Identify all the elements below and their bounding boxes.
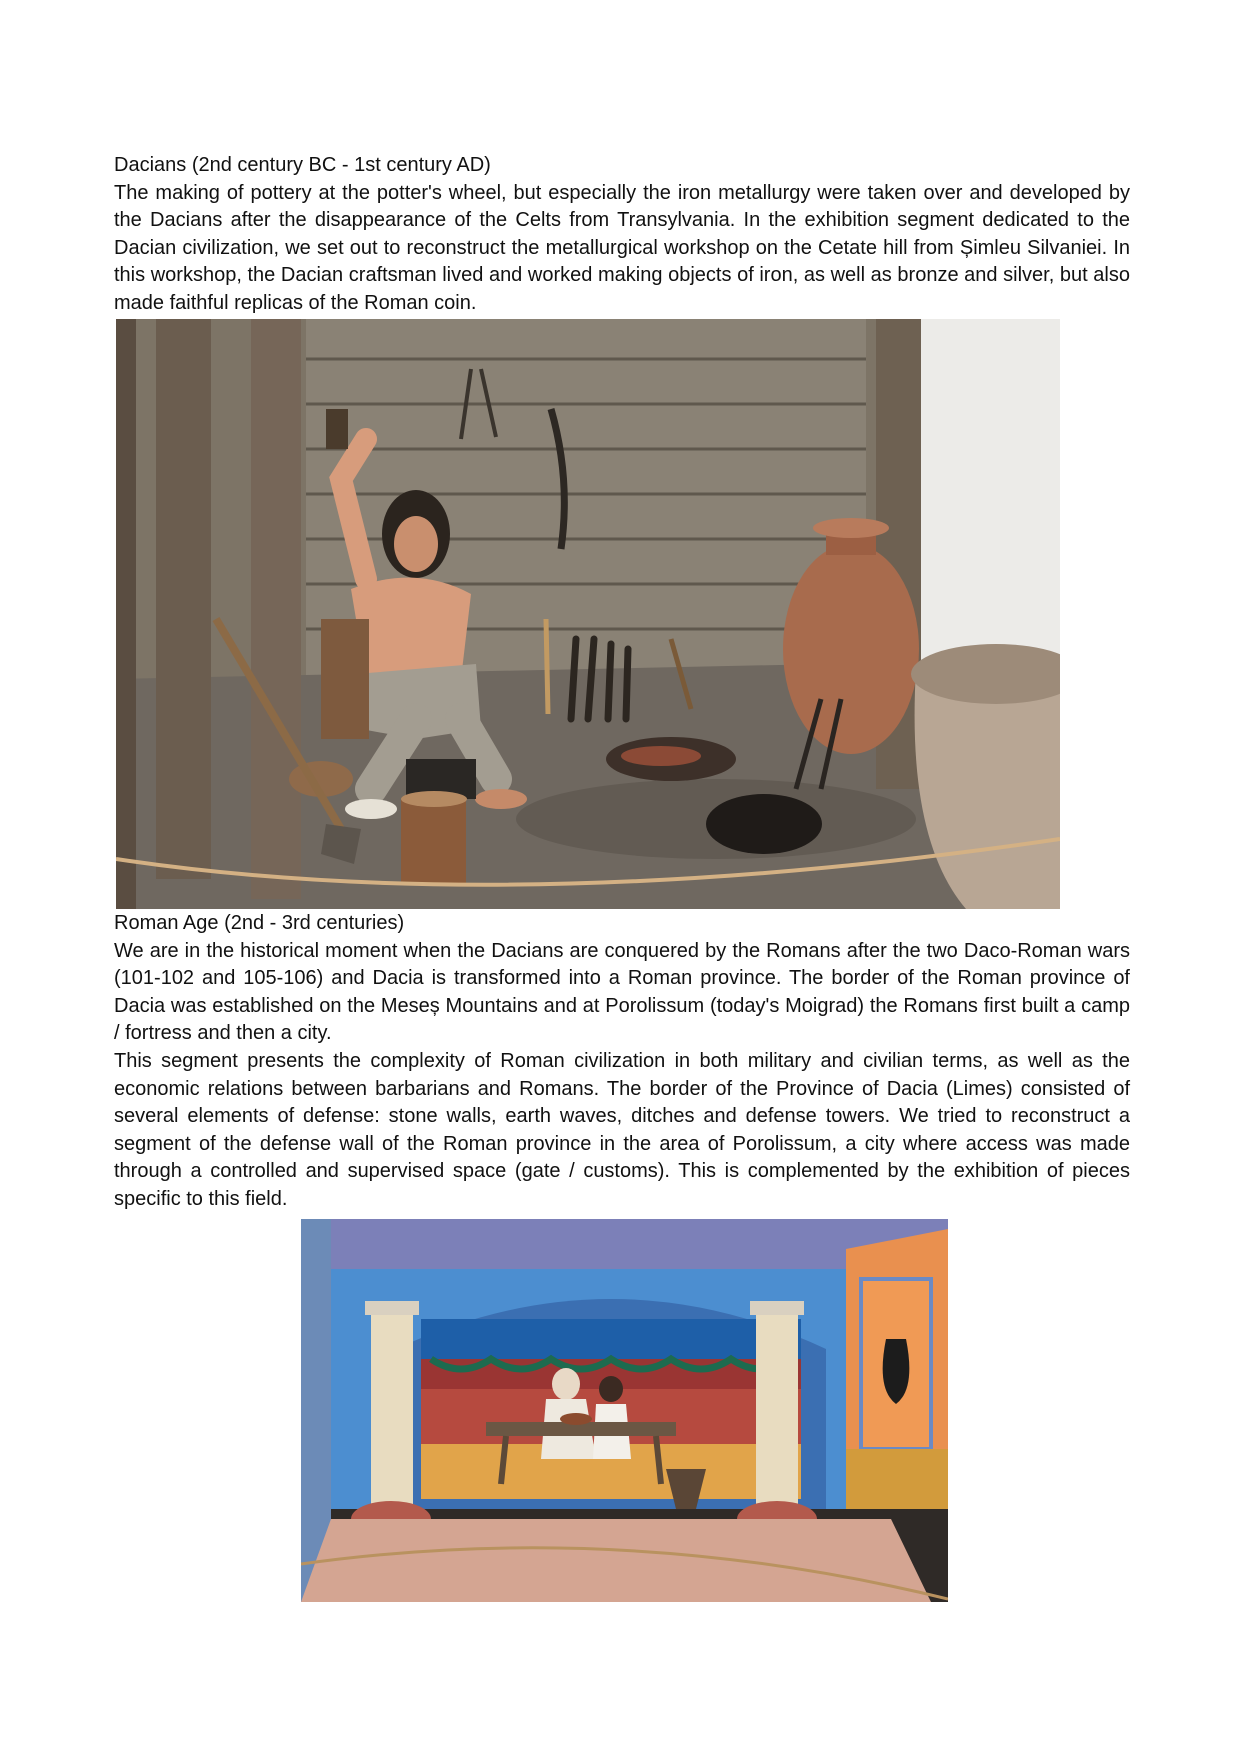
paragraph-roman-age-1: We are in the historical moment when the Dacians are conquered by the Romans after the two Daco-Roman wars (101-102 and 105-106) and Dacia is transformed into a Roman province. The border of the Roman province of Dacia was established on the Meseș Mountains and at Porolissum (today's Moigrad) the Romans first built a camp / fortress and then a city. (114, 939, 1130, 1045)
paragraph-roman-age-2: This segment presents the complexity of Roman civilization in both military and civilian terms, as well as the economic relations between barbarians and Romans. The border of the Province of Dacia (Limes) consisted of several elements of defense: stone walls, earth waves, ditches and defense towers. We tried to reconstruct a segment of the defense wall of the Roman province in the area of Porolissum, a city where access was made through a controlled and supervised space (gate / customs). This is complemented by the exhibition of pieces specific to this field. (114, 1049, 1130, 1210)
paragraph-dacians: The making of pottery at the potter's wheel, but especially the iron metallurgy were taken over and developed by the Dacians after the disappearance of the Celts from Transylvania. In the exhibition segment dedicated to the Dacian civilization, we set out to reconstruct the metallurgical workshop on the Cetate hill from Șimleu Silvaniei. In this workshop, the Dacian craftsman lived and worked making objects of iron, as well as bronze and silver, but also made faithful replicas of the Roman coin. (114, 181, 1130, 314)
section-heading-roman-age: Roman Age (2nd - 3rd centuries) (114, 912, 405, 934)
photo-dacian-workshop (116, 319, 1060, 909)
section-dacians (114, 152, 1130, 318)
photo-roman-interior (301, 1219, 948, 1602)
section-heading-dacians: Dacians (2nd century BC - 1st century AD) (114, 154, 491, 176)
section-roman-age (114, 910, 1130, 1214)
